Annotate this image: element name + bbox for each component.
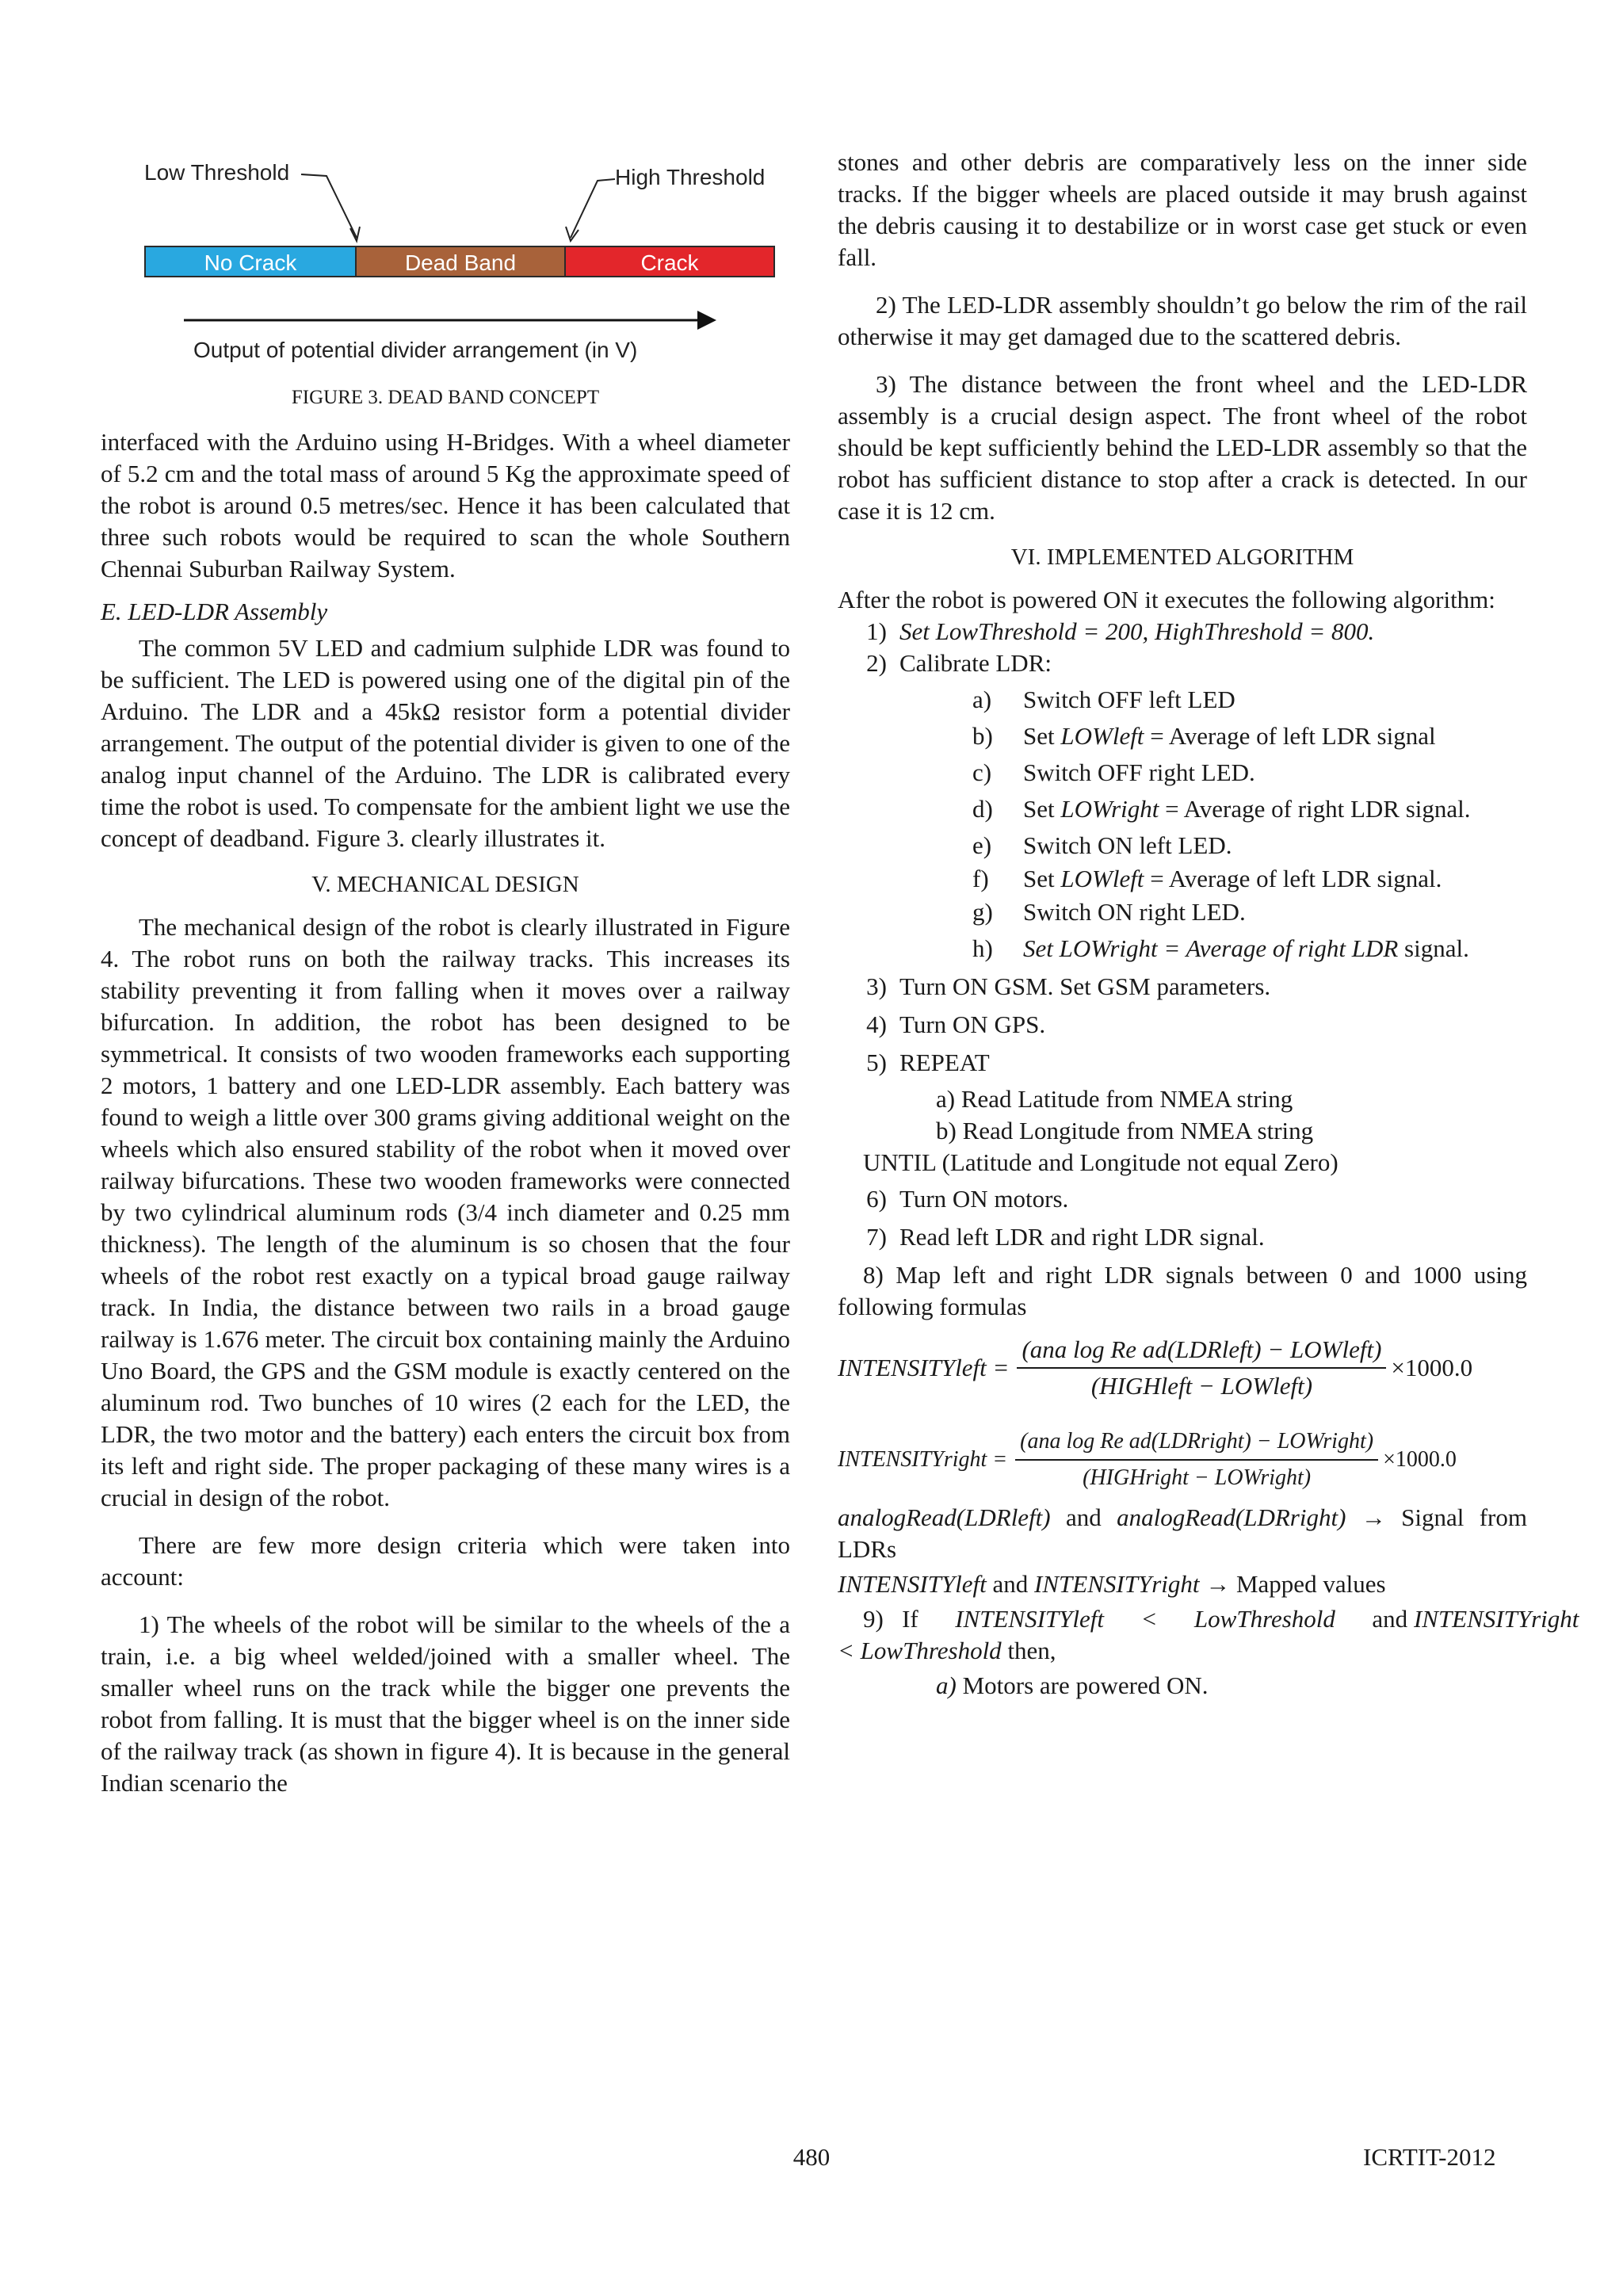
paragraph: There are few more design criteria which were taken into account:: [101, 1531, 790, 1591]
paragraph: 3) The distance between the front wheel and the LED-LDR assembly is a crucial design aspect. The front wheel of the robot should be kept sufficiently behind the LED-LDR assembly so that the robot has sufficient distance to stop after a crack is detected. In our case it is 12 cm.: [838, 370, 1527, 525]
paragraph: The mechanical design of the robot is clearly illustrated in Figure 4. The robot runs on both the railway tracks. This increases its stability preventing it from falling when it moves over a railway bifurcation. In addition, the robot has been designed to be symmetrical. It consists of two wooden frameworks each supporting 2 motors, 1 battery and one LED-LDR assembly. Each battery was found to weigh a little over 300 grams giving additional weight on the wheels which also ensured stability of the robot when it moved over railway bifurcations. These two wooden frameworks were connected by two cylindrical aluminum rods (3/4 inch diameter and 0.25 mm thickness). The length of the aluminum is so chosen that the four wheels of the robot rest exactly on a typical broad gauge railway track. In India, the distance between two rails in a broad gauge railway is 1.676 meter. The circuit box containing mainly the Arduino Uno Board, the GPS and the GSM module is exactly centered on the aluminum rod. Two bunches of 10 wires (2 each for the LED, the LDR, the two motor and the battery) each enters the circuit box from its left and right side. The proper packaging of these many wires is a crucial in design of the robot.: [101, 913, 790, 1511]
axis-label: Output of potential divider arrangement (in V): [193, 338, 638, 362]
substep-label: b): [972, 722, 993, 750]
substep-text: Switch OFF left LED: [1023, 686, 1235, 713]
left-column: [101, 426, 790, 1799]
algorithm-step: [838, 648, 1527, 679]
step-text: Turn ON GSM. Set GSM parameters.: [899, 972, 1271, 1000]
section-heading: VI. IMPLEMENTED ALGORITHM: [1010, 544, 1354, 570]
high-threshold-label: High Threshold: [615, 165, 766, 189]
formula-multiplier: ×1000.0: [1391, 1354, 1473, 1381]
dead-band-band: Dead Band: [355, 246, 566, 277]
substep-text: Switch OFF right LED.: [1023, 758, 1255, 786]
substep: [972, 684, 1527, 716]
substep-label: h): [972, 934, 993, 962]
right-column: [838, 147, 1579, 1702]
paragraph: interfaced with the Arduino using H-Bridges. With a wheel diameter of 5.2 cm and the total mass of around 5 Kg the approximate speed of the robot is around 0.5 metres/sec. Hence it has been calculated that three such robots would be required to scan the whole Southern Chennai Suburban Railway System.: [101, 428, 790, 583]
paragraph: The common 5V LED and cadmium sulphide LDR was found to be sufficient. The LED is powered using one of the digital pin of the Arduino. The LDR and a 45kΩ resistor form a potential divider arrangement. The output of the potential divider is given to one of the analog input channel of the Arduino. The LDR is calibrated every time the robot is used. To compensate for the ambient light we use the concept of deadband. Figure 3. clearly illustrates it.: [101, 634, 790, 852]
substep-label: d): [972, 795, 993, 823]
formula-lhs: INTENSITYleft =: [838, 1354, 1010, 1381]
step-text: Calibrate LDR:: [899, 649, 1052, 677]
substep-label: e): [972, 831, 992, 859]
algorithm-step: [838, 1183, 1527, 1215]
step-number: 6): [866, 1185, 887, 1213]
substep-label: g): [972, 898, 993, 926]
figure-caption: FIGURE 3. DEAD BAND CONCEPT: [291, 387, 600, 408]
low-threshold-arrow: [301, 174, 357, 238]
repeat-line: a) Read Latitude from NMEA string: [936, 1085, 1293, 1113]
substep-label: f): [972, 865, 989, 892]
page-number: 480: [792, 2143, 831, 2171]
formula-note: INTENSITYleft and INTENSITYright → Mapped values: [838, 1570, 1386, 1598]
substep-text: Switch ON left LED.: [1023, 831, 1232, 859]
step-text: REPEAT: [899, 1049, 990, 1076]
no-crack-band: No Crack: [144, 246, 357, 277]
algorithm-step-8: 8) Map left and right LDR signals between 0 and 1000 using following formulas: [838, 1261, 1527, 1320]
formula-lhs: INTENSITYright =: [838, 1447, 1008, 1472]
step-number: 2): [866, 649, 887, 677]
algorithm-step: [838, 1009, 1527, 1041]
formula-fraction: [1015, 1426, 1378, 1494]
algorithm-step: [838, 1047, 1527, 1079]
substep-text: Set LOWright = Average of right LDR signal.: [1023, 795, 1471, 823]
paragraph: 1) The wheels of the robot will be similar to the wheels of the a train, i.e. a big wheel welded/joined with a smaller wheel. The smaller wheel runs on the track while the bigger one prevents the robot from falling. It is must that the bigger wheel is on the inner side of the railway track (as shown in figure 4). It is because in the general Indian scenario the: [101, 1610, 790, 1797]
step-text: Read left LDR and right LDR signal.: [899, 1223, 1265, 1251]
step-number: 4): [866, 1010, 887, 1038]
threshold-arrows: [143, 159, 777, 420]
step-text: Set LowThreshold = 200, HighThreshold = 800.: [899, 617, 1375, 645]
algorithm-step: [838, 1221, 1527, 1253]
algorithm-step-9a: a) Motors are powered ON.: [936, 1671, 1209, 1699]
substep: [972, 830, 1527, 861]
paragraph: 2) The LED-LDR assembly shouldn’t go below the rim of the rail otherwise it may get damaged due to the scattered debris.: [838, 291, 1527, 350]
repeat-line: b) Read Longitude from NMEA string: [936, 1117, 1314, 1144]
formula-multiplier: ×1000.0: [1383, 1447, 1457, 1472]
formula-denominator: (HIGHright − LOWright): [1083, 1465, 1312, 1490]
crack-band: Crack: [564, 246, 775, 277]
algorithm-intro: After the robot is powered ON it executes the following algorithm:: [838, 586, 1495, 613]
calibration-substeps: [838, 684, 1527, 965]
formula-fraction: [1017, 1334, 1386, 1402]
algorithm-step-9: 9) If INTENSITYleft < LowThreshold and INTENSITYright < LowThreshold then,: [838, 1605, 1579, 1664]
section-heading: V. MECHANICAL DESIGN: [311, 872, 579, 897]
substep: [972, 720, 1527, 752]
subsection-heading: E. LED-LDR Assembly: [101, 598, 328, 625]
low-threshold-label: Low Threshold: [144, 160, 290, 185]
algorithm-step: [838, 616, 1527, 648]
substep: [972, 757, 1527, 789]
substep: [972, 793, 1527, 825]
formula-denominator: (HIGHleft − LOWleft): [1090, 1372, 1313, 1400]
substep: [972, 933, 1527, 965]
substep: [972, 896, 1527, 928]
high-threshold-arrow: [571, 179, 615, 238]
formula-numerator: (ana log Re ad(LDRright) − LOWright): [1015, 1426, 1378, 1461]
step-number: 7): [866, 1223, 887, 1251]
conference-label: ICRTIT-2012: [1363, 2143, 1496, 2171]
step-text: Turn ON GPS.: [899, 1010, 1046, 1038]
axis-arrowhead: [697, 311, 716, 330]
substep: [972, 863, 1527, 895]
substep-text: Set LOWleft = Average of left LDR signal.: [1023, 865, 1442, 892]
formula-numerator: (ana log Re ad(LDRleft) − LOWleft): [1017, 1334, 1386, 1369]
until-line: UNTIL (Latitude and Longitude not equal Zero): [863, 1148, 1338, 1176]
substep-label: a): [972, 686, 992, 713]
formula-intensity-left: [838, 1334, 1527, 1402]
formula-intensity-right: [838, 1426, 1527, 1494]
step-number: 1): [866, 617, 887, 645]
step-number: 3): [866, 972, 887, 1000]
formula-note: analogRead(LDRleft) and analogRead(LDRright) → Signal from LDRs: [838, 1503, 1527, 1563]
paragraph: stones and other debris are comparatively less on the inner side tracks. If the bigger wheels are placed outside it may brush against the debris causing it to destabilize or in worst case get stuck or even fall.: [838, 148, 1527, 271]
algorithm-step: [838, 971, 1527, 1003]
substep-text: Set LOWleft = Average of left LDR signal: [1023, 722, 1436, 750]
substep-text: Set LOWright = Average of right LDR signal.: [1023, 934, 1469, 962]
step-number: 5): [866, 1049, 887, 1076]
dead-band-figure: [143, 159, 777, 420]
step-text: Turn ON motors.: [899, 1185, 1069, 1213]
substep-label: c): [972, 758, 992, 786]
substep-text: Switch ON right LED.: [1023, 898, 1246, 926]
